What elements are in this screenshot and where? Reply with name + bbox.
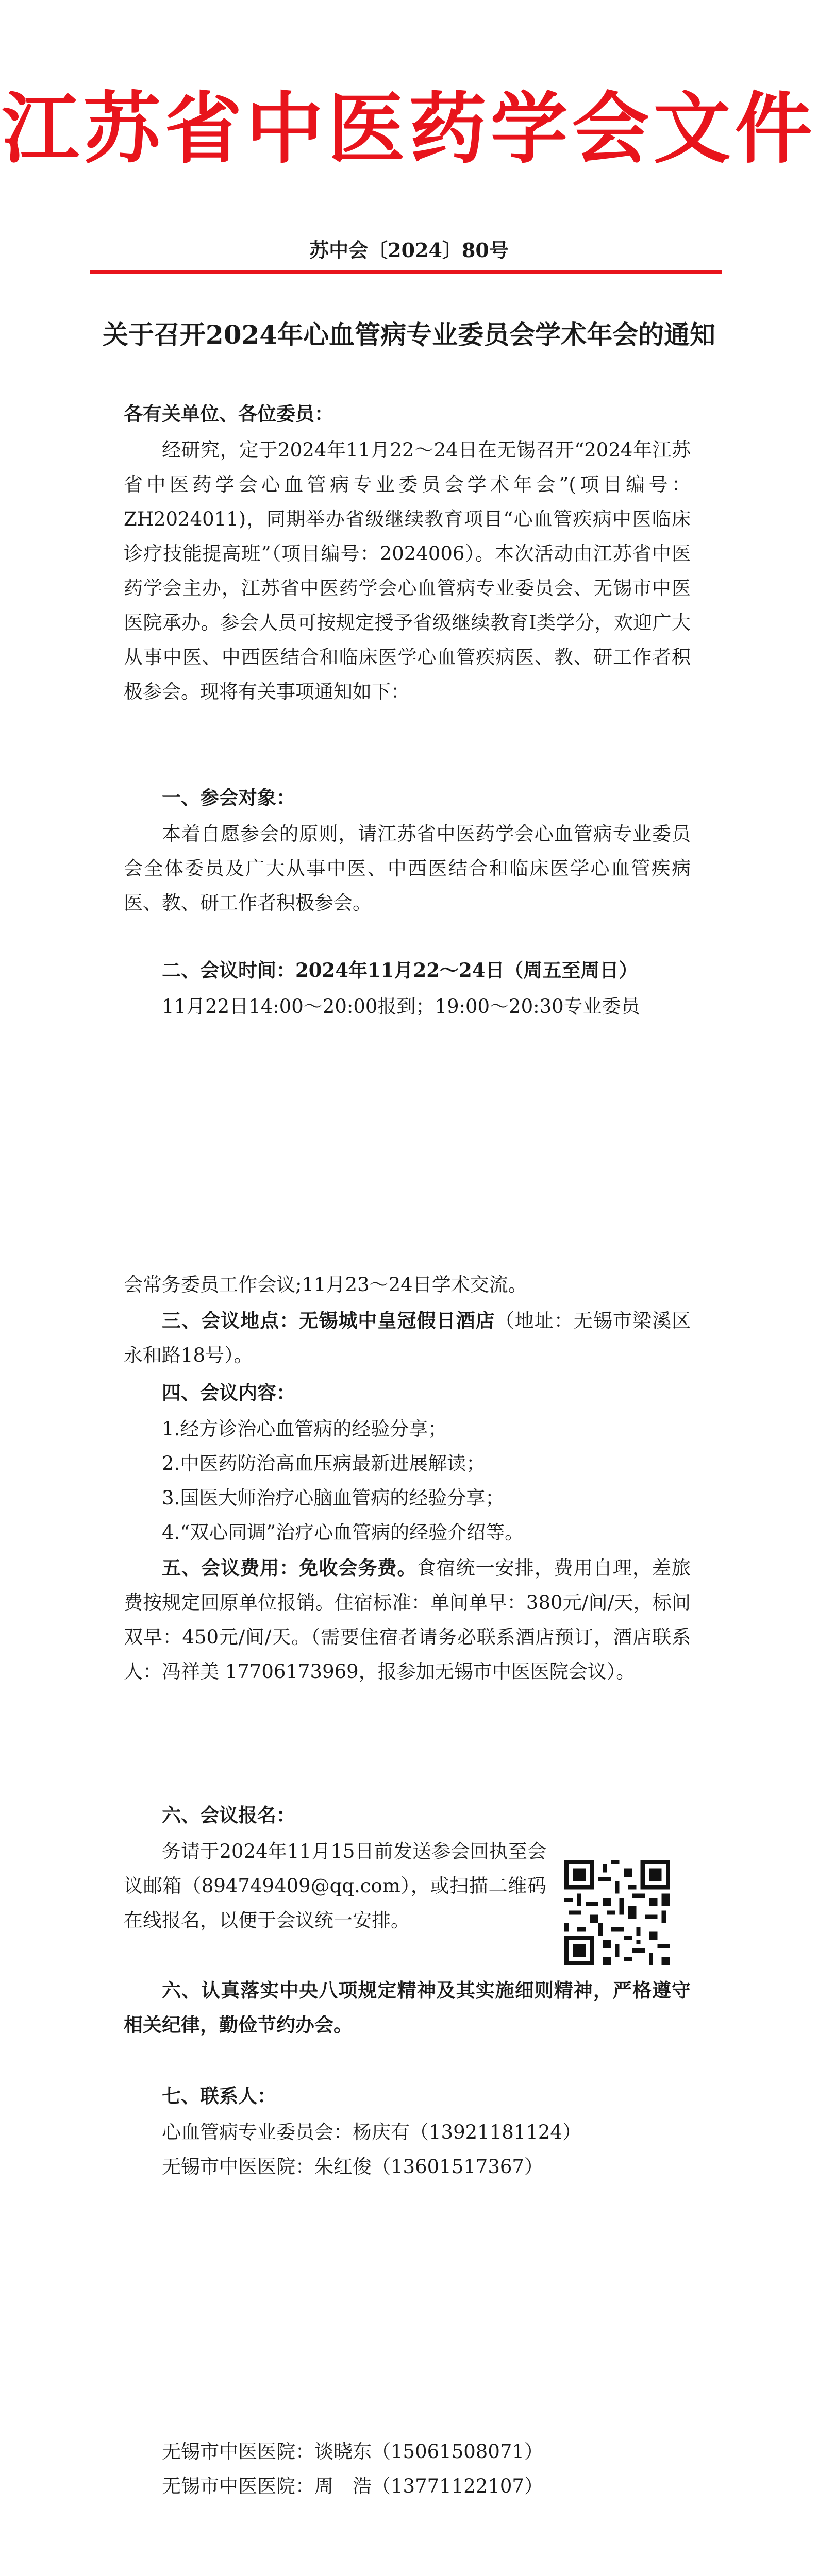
section-discipline-heading: 六、认真落实中央八项规定精神及其实施细则精神，严格遵守相关纪律，勤俭节约办会。 — [124, 1979, 691, 2036]
section-2-heading: 二、会议时间：2024年11月22～24日（周五至周日） — [162, 959, 638, 981]
contact-item: 无锡市中医医院：朱红俊（13601517367） — [162, 2156, 543, 2178]
list-item: 3.国医大师治疗心脑血管病的经验分享； — [162, 1487, 505, 1509]
salutation: 各有关单位、各位委员： — [124, 402, 333, 425]
section-1-text: 本着自愿参会的原则，请江苏省中医药学会心血管病专业委员会全体委员及广大从事中医、中西医结合和临床医学心血管疾病医、教、研工作者积极参会。 — [124, 823, 691, 914]
section-3 — [124, 1303, 691, 1372]
section-2-text-b: 会常务委员工作会议;11月23～24日学术交流。 — [124, 1274, 527, 1296]
contacts-list-a — [124, 2115, 691, 2184]
header-divider — [90, 270, 722, 274]
section-3-text: （地址：无锡市梁溪区永和路18号）。 — [124, 1310, 691, 1366]
section-1-heading: 一、参会对象： — [162, 786, 295, 809]
section-6-heading: 六、会议报名： — [162, 1804, 295, 1826]
contact-item: 心血管病专业委员会：杨庆有（13921181124） — [162, 2121, 581, 2143]
section-5-heading: 五、会议费用：免收会务费。 — [162, 1556, 417, 1579]
list-item: 2.中医药防治高血压病最新进展解读； — [162, 1452, 486, 1475]
section-6-text: 务请于2024年11月15日前发送参会回执至会议邮箱（894749409@qq.com），或扫描二维码在线报名，以便于会议统一安排。 — [124, 1840, 546, 1931]
intro-paragraph: 经研究，定于2024年11月22～24日在无锡召开“2024年江苏省中医药学会心血管病专业委员会学术年会”(项目编号：ZH2024011)，同期举办省级继续教育项目“心血管疾病中医临床诊疗技能提高班”（项目编号：2024006）。本次活动由江苏省中医药学会主办，江苏省中医药学会心血管病专业委员会、无锡市中医医院承办。参会人员可按规定授予省级继续教育Ⅰ类学分，欢迎广大从事中医、中西医结合和临床医学心血管疾病医、教、研工作者积极参会。现将有关事项通知如下： — [124, 439, 691, 703]
list-item: 4.“双心同调”治疗心血管病的经验介绍等。 — [162, 1521, 524, 1544]
contact-item: 无锡市中医医院：周 浩（13771122107） — [162, 2475, 543, 2497]
section-5 — [124, 1551, 691, 1689]
section-2-text-a: 11月22日14:00～20:00报到；19:00～20:30专业委员 — [162, 995, 640, 1018]
section-5-text: 食宿统一安排，费用自理，差旅费按规定回原单位报销。住宿标准：单间单早：380元/间/天，标间双早：450元/间/天。（需要住宿者请务必联系酒店预订，酒店联系人：冯祥美 17706173969，报参加无锡市中医医院会议）。 — [124, 1557, 691, 1683]
section-7-heading: 七、联系人： — [162, 2084, 276, 2107]
qr-code-icon[interactable] — [564, 1860, 670, 1965]
contact-item: 无锡市中医医院：谈晓东（15061508071） — [162, 2441, 543, 2463]
contacts-list-b — [124, 2434, 691, 2503]
section-3-heading: 三、会议地点：无锡城中皇冠假日酒店 — [162, 1309, 495, 1332]
section-4-list — [124, 1412, 691, 1550]
notice-title: 关于召开2024年心血管病专业委员会学术年会的通知 — [102, 319, 716, 350]
list-item: 1.经方诊治心血管病的经验分享； — [162, 1418, 447, 1440]
document-header-title: 江苏省中医药学会文件 — [2, 83, 816, 174]
section-4-heading: 四、会议内容： — [162, 1381, 295, 1404]
document-number: 苏中会〔2024〕80号 — [309, 239, 509, 262]
